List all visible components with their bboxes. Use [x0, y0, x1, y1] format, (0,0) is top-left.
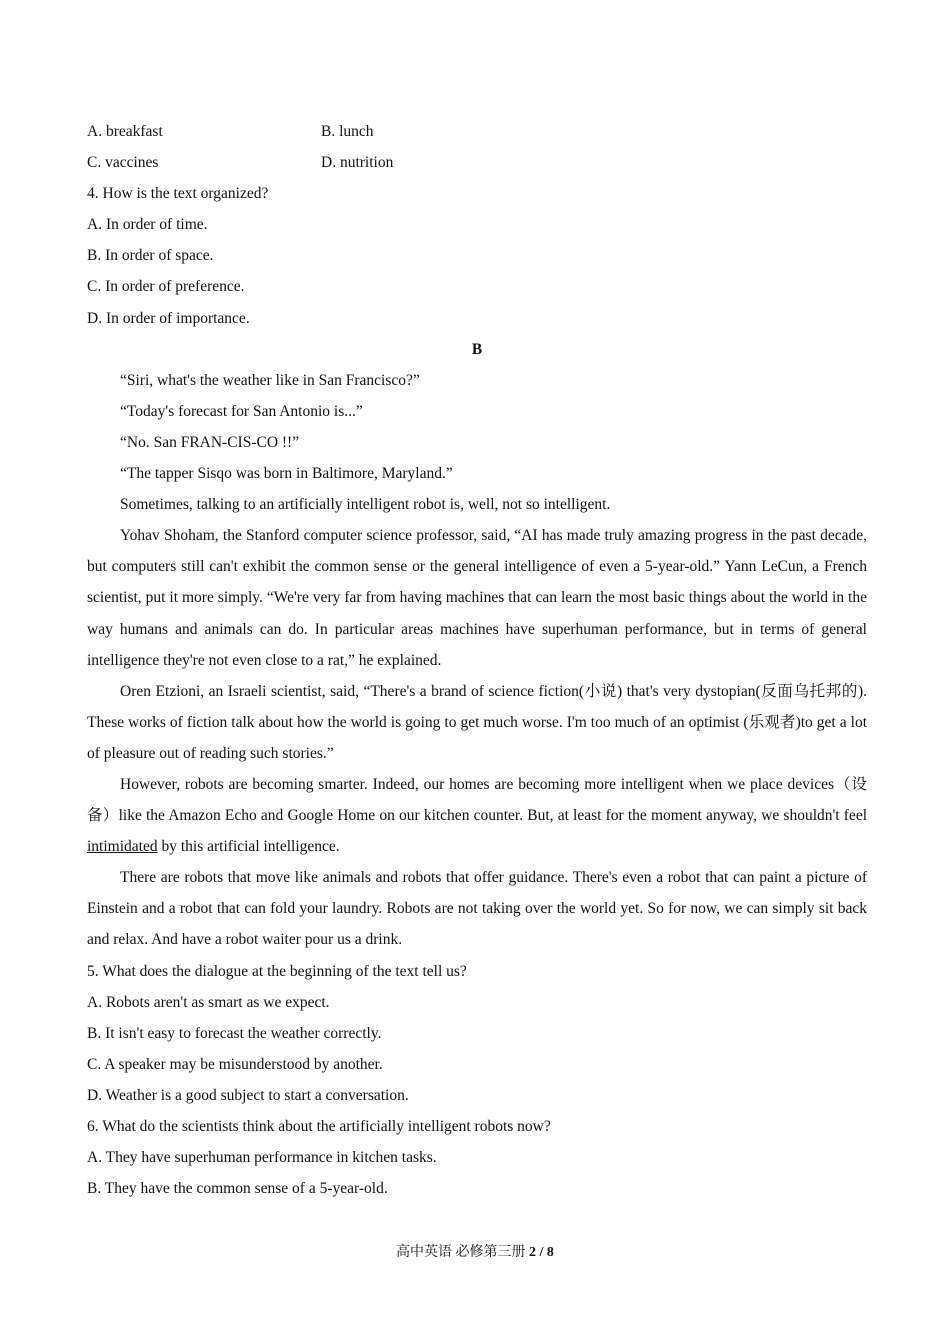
q6-option-a: A. They have superhuman performance in kitchen tasks.: [87, 1149, 437, 1167]
dialogue-line-3: “No. San FRAN-CIS-CO !!”: [120, 433, 300, 451]
q4-option-d: D. In order of importance.: [87, 309, 250, 327]
passage-body: [87, 489, 867, 955]
q3-option-a: A. breakfast: [87, 123, 163, 140]
passage-paragraph-4: [87, 769, 867, 862]
q3-option-d: D. nutrition: [321, 154, 394, 172]
q3-options-row-1: [87, 116, 867, 147]
page-content: [87, 116, 867, 1204]
passage-paragraph-3: Oren Etzioni, an Israeli scientist, said, “There's a brand of science fiction(小说) that's very dystopian(反面乌托邦的). These works of fiction talk about how the world is going to get much worse. I'm too much of an optimist (乐观者)to get a lot of pleasure out of reading such stories.”: [87, 682, 867, 762]
q5-option-d: D. Weather is a good subject to start a conversation.: [87, 1086, 409, 1104]
underlined-word-intimidated: intimidated: [87, 838, 158, 856]
q3-options-row-2: [87, 147, 867, 178]
q5-option-a: A. Robots aren't as smart as we expect.: [87, 993, 330, 1011]
q5-question: 5. What does the dialogue at the beginning of the text tell us?: [87, 962, 467, 980]
q3-option-c: C. vaccines: [87, 154, 159, 172]
passage-paragraph-1: Sometimes, talking to an artificially intelligent robot is, well, not so intelligent.: [120, 496, 611, 514]
q4-option-a: A. In order of time.: [87, 216, 208, 234]
q4-option-b: B. In order of space.: [87, 247, 214, 265]
passage-paragraph-5: There are robots that move like animals and robots that offer guidance. There's even a robot that can paint a picture of Einstein and a robot that can fold your laundry. Robots are not taking over the world yet. So for now, we can simply sit back and relax. And have a robot waiter pour us a drink.: [87, 869, 867, 949]
q3-option-b: B. lunch: [321, 123, 374, 140]
dialogue-line-1: “Siri, what's the weather like in San Francisco?”: [120, 371, 420, 389]
q6-question: 6. What do the scientists think about the artificially intelligent robots now?: [87, 1118, 551, 1135]
q5-option-c: C. A speaker may be misunderstood by another.: [87, 1055, 383, 1073]
q4-question: 4. How is the text organized?: [87, 185, 269, 203]
footer-page-number: 2 / 8: [529, 1245, 554, 1260]
dialogue-line-2: “Today's forecast for San Antonio is...”: [120, 402, 363, 420]
q5-option-b: B. It isn't easy to forecast the weather correctly.: [87, 1024, 382, 1042]
page-footer: [0, 1243, 950, 1263]
q6-option-b: B. They have the common sense of a 5-year-old.: [87, 1180, 388, 1198]
footer-book-label: 高中英语 必修第三册: [396, 1245, 526, 1260]
section-b-heading: B: [471, 340, 483, 358]
passage-paragraph-2: Yohav Shoham, the Stanford computer science professor, said, “AI has made truly amazing progress in the past decade, but computers still can't exhibit the common sense or the general intelligence of even a 5-year-old.” Yann LeCun, a French scientist, put it more simply. “We're very far from having machines that can learn the most basic things about the world in the way humans and animals can do. In particular areas machines have superhuman performance, but in terms of general intelligence they're not even close to a rat,” he explained.: [87, 527, 867, 669]
dialogue-line-4: “The tapper Sisqo was born in Baltimore, Maryland.”: [120, 465, 453, 483]
q4-option-c: C. In order of preference.: [87, 278, 245, 296]
paragraph-4-text-after: by this artificial intelligence.: [157, 838, 340, 856]
paragraph-4-text-before: However, robots are becoming smarter. Indeed, our homes are becoming more intelligent when we place devices（设备）like the Amazon Echo and Google Home on our kitchen counter. But, at least for the moment anyway, we shouldn't feel: [87, 775, 867, 825]
